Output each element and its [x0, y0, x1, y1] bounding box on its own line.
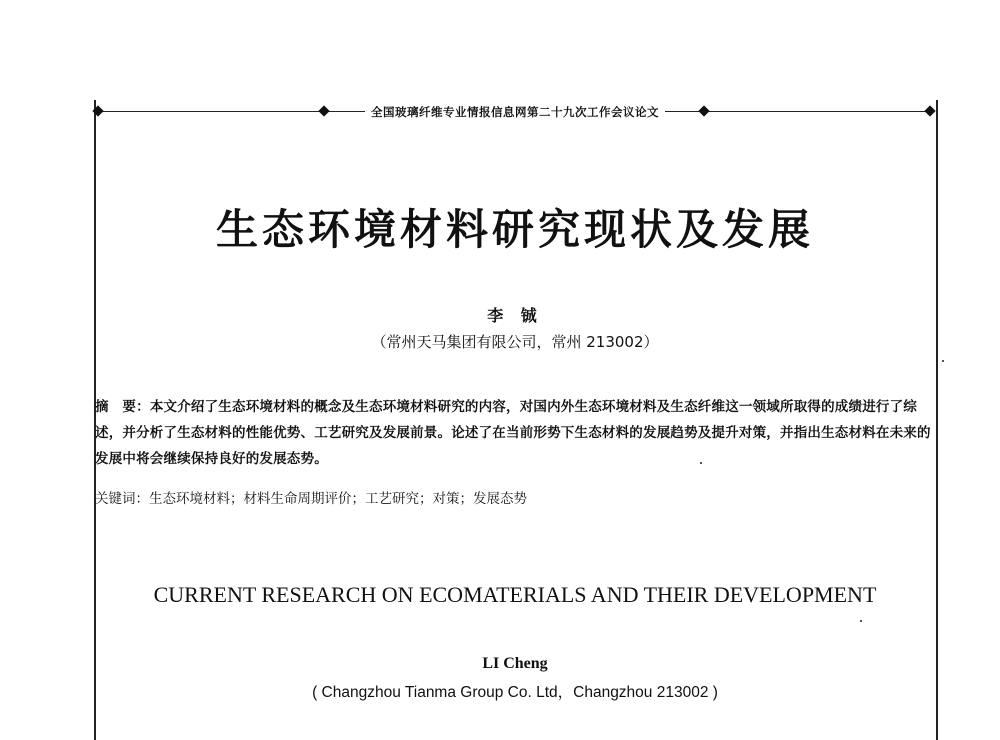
running-header: [94, 104, 936, 120]
english-author: LI Cheng: [482, 655, 548, 672]
scan-speck: [860, 620, 862, 622]
chinese-affiliation: （常州天马集团有限公司，常州 213002）: [371, 333, 659, 351]
chinese-title: 生态环境材料研究现状及发展: [215, 205, 814, 254]
abstract: [95, 394, 935, 472]
keywords-label: 关键词：: [95, 491, 149, 507]
scan-speck: [700, 462, 702, 464]
scan-speck: [942, 360, 944, 362]
abstract-label: 摘 要：: [95, 399, 150, 415]
chinese-author: 李 铖: [487, 306, 543, 325]
running-header-text: 全国玻璃纤维专业情报信息网第二十九次工作会议论文: [365, 105, 665, 119]
header-bar: [94, 104, 936, 120]
english-title: CURRENT RESEARCH ON ECOMATERIALS AND THEIR DEVELOPMENT: [153, 582, 877, 607]
keywords: [95, 488, 935, 510]
abstract-body: 本文介绍了生态环境材料的概念及生态环境材料研究的内容，对国内外生态环境材料及生态纤维这一领域所取得的成绩进行了综述，并分析了生态材料的性能优势、工艺研究及发展前景。论述了在当前形势下生态材料的发展趋势及提升对策，并指出生态材料在未来的发展中将会继续保持良好的发展态势。: [95, 399, 931, 467]
keywords-body: 生态环境材料；材料生命周期评价；工艺研究；对策；发展态势: [149, 491, 527, 507]
english-affiliation: ( Changzhou Tianma Group Co. Ltd，Changzhou 213002 ): [312, 684, 718, 701]
